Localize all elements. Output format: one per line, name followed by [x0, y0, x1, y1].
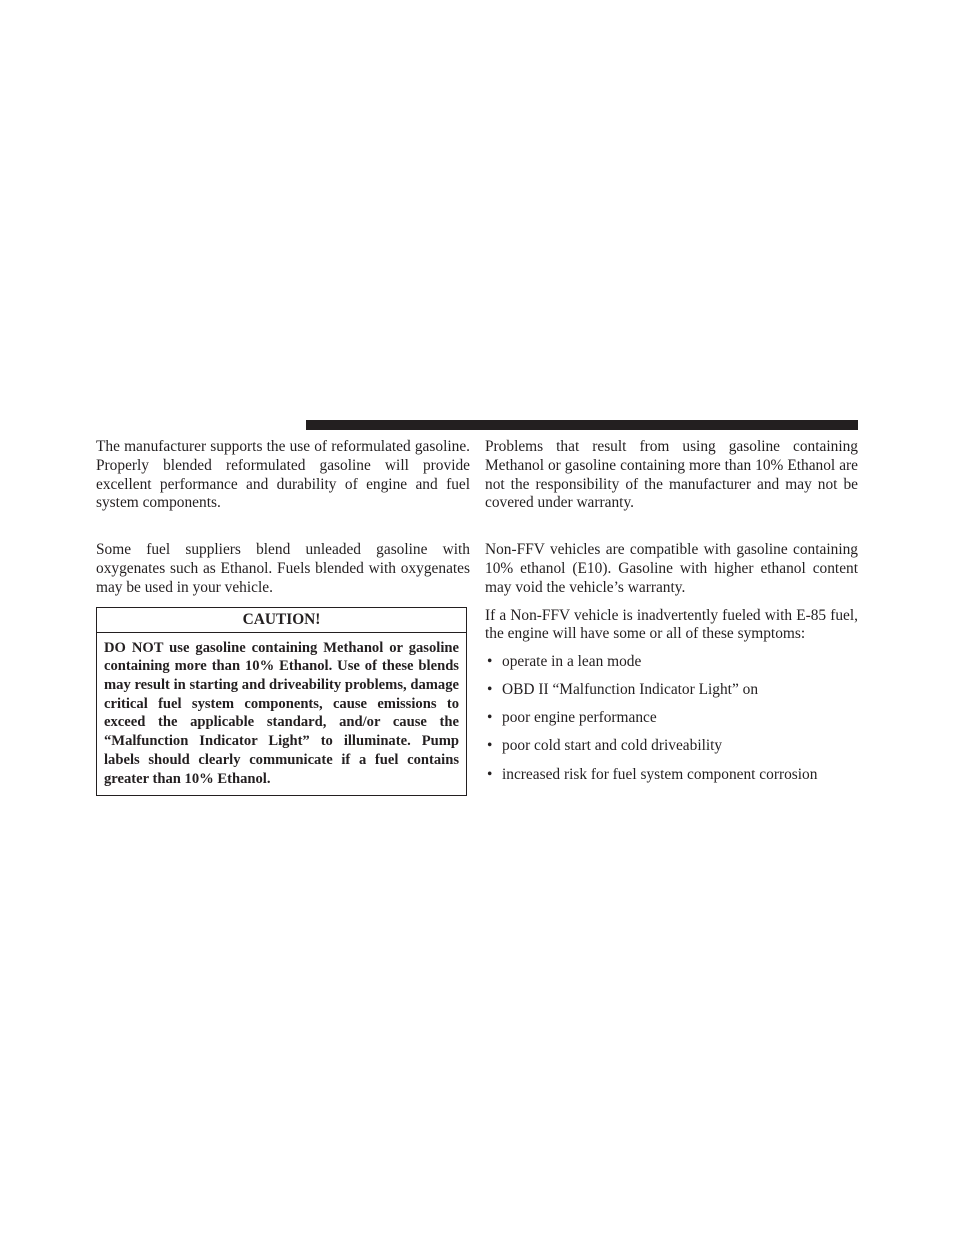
oxygenates-paragraph: Some fuel suppliers blend unleaded gasoline with oxygenates such as Ethanol. Fuels blended with oxygenates may be used in your vehicle. [96, 541, 470, 596]
right-column [485, 438, 858, 794]
caution-box [96, 607, 467, 797]
list-item [485, 737, 858, 756]
left-column [96, 438, 470, 796]
bullet-icon: • [487, 709, 493, 727]
bullet-icon: • [487, 653, 493, 671]
caution-text: DO NOT use gasoline containing Methanol or gasoline containing more than 10% Ethanol. Use of these blends may result in starting and driveability problems, damage critical fuel system components, cause emissions to exceed the applicable standard, and/or cause the “Malfunction Indicator Light” to illuminate. Pump labels should clearly communicate if a fuel contains greater than 10% Ethanol. [104, 639, 459, 787]
list-item-text: OBD II “Malfunction Indicator Light” on [502, 681, 759, 699]
bullet-icon: • [487, 765, 493, 783]
list-item [485, 766, 858, 785]
e85-symptoms-intro-paragraph: If a Non-FFV vehicle is inadvertently fueled with E-85 fuel, the engine will have some or all of these symptoms: [485, 606, 858, 643]
list-item-text: poor cold start and cold driveability [502, 737, 723, 755]
list-item [485, 653, 858, 672]
section-header-bar [306, 420, 858, 430]
list-item-text: operate in a lean mode [502, 653, 642, 671]
bullet-icon: • [487, 737, 493, 755]
warranty-paragraph: Problems that result from using gasoline containing Methanol or gasoline containing more than 10% Ethanol are not the responsibility of the manufacturer and may not be covered under warranty. [485, 438, 858, 512]
list-item [485, 681, 858, 700]
bullet-icon: • [487, 681, 493, 699]
non-ffv-compatibility-paragraph: Non-FFV vehicles are compatible with gasoline containing 10% ethanol (E10). Gasoline with higher ethanol content may void the vehicle’s warranty. [485, 541, 858, 596]
list-item-text: increased risk for fuel system component corrosion [502, 765, 818, 783]
caution-title: CAUTION! [97, 608, 466, 633]
symptoms-list [485, 653, 858, 784]
reformulated-gasoline-paragraph: The manufacturer supports the use of reformulated gasoline. Properly blended reformulated gasoline will provide excellent performance and durability of engine and fuel system components. [96, 438, 470, 512]
list-item-text: poor engine performance [502, 709, 657, 727]
list-item [485, 709, 858, 728]
